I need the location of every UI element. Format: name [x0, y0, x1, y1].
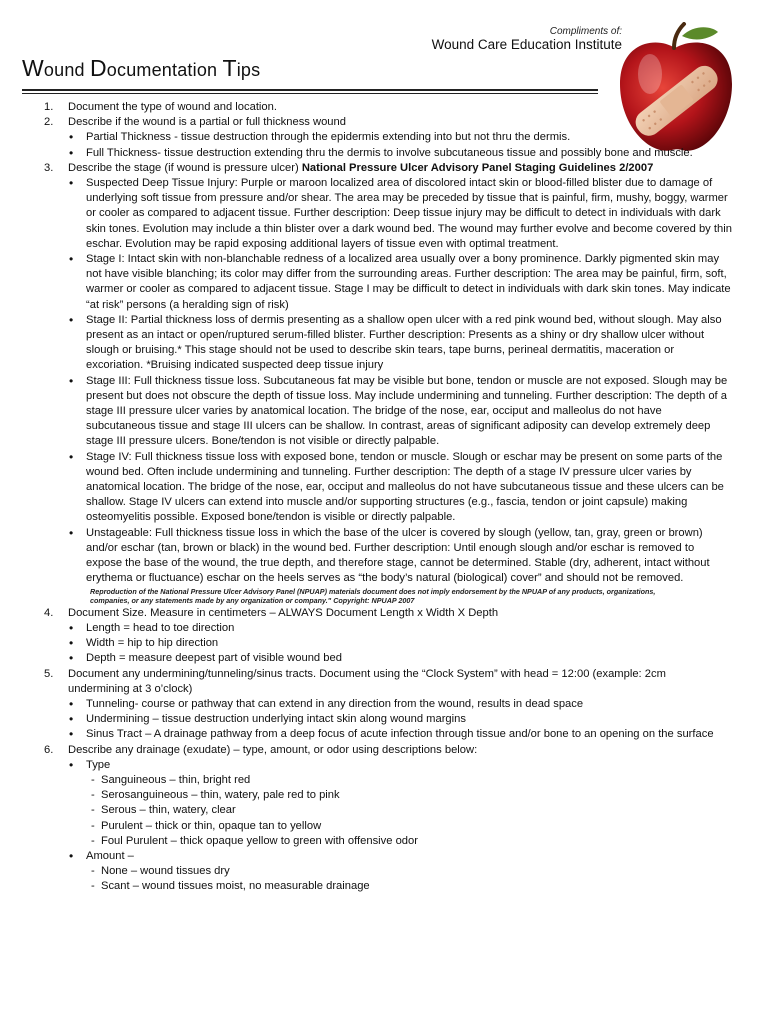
list-item: 2. Describe if the wound is a partial or full thickness wound — [44, 116, 346, 129]
bullet-item: • Full Thickness- tissue destruction extending thru the dermis to involve subcutaneous tissue and possibly bone and muscle. — [0, 146, 768, 161]
copyright-note: Reproduction of the National Pressure Ulcer Advisory Panel (NPUAP) materials document does not imply endorsement by the NPUAP of any products, organizations, companies, or any statements made by any organization or company." Copyright: NPUAP 2007 — [90, 586, 656, 606]
bullet-item: • Sinus Tract – A drainage pathway from a deep focus of acute infection through tissue and/or bone to an opening on the surface — [0, 727, 768, 742]
dash-item: - Serosanguineous – thin, watery, pale red to pink — [0, 788, 768, 803]
dash-item: - Purulent – thick or thin, opaque tan to yellow — [0, 819, 768, 834]
list-item: 6. Describe any drainage (exudate) – type, amount, or odor using descriptions below: — [44, 743, 478, 756]
dash-item: - Serous – thin, watery, clear — [0, 803, 768, 818]
dash-item: - Scant – wound tissues moist, no measurable drainage — [0, 879, 768, 894]
bullet-item: • Partial Thickness - tissue destruction through the epidermis extending into but not thru the dermis. — [0, 130, 768, 145]
document-header — [0, 0, 768, 100]
list-item: 3. Describe the stage (if wound is pressure ulcer) National Pressure Ulcer Advisory Panel Staging Guidelines 2/2007 — [44, 161, 654, 174]
institute-name: Wound Care Education Institute — [431, 37, 622, 52]
bullet-item: • Type — [0, 758, 768, 773]
bullet-item: • Unstageable: Full thickness tissue loss in which the base of the ulcer is covered by slough (yellow, tan, gray, green or brown) and/or eschar (tan, brown or black) in the wound bed. Further description: Until enough slough and/or eschar is removed to expose the base of the wound, the true depth, and therefore stage, cannot be determined. Stable (dry, adherent, intact without erythema or fluctuance) eschar on the heels serves as “the body’s natural (biological) cover” and should not be removed. — [0, 526, 768, 587]
npuap-reference: National Pressure Ulcer Advisory Panel Staging Guidelines 2/2007 — [301, 161, 654, 174]
compliments-text: Compliments of: — [549, 26, 622, 37]
list-item: 4. Document Size. Measure in centimeters – ALWAYS Document Length x Width X Depth — [44, 606, 499, 619]
bullet-item: • Width = hip to hip direction — [0, 636, 768, 651]
bullet-item: • Amount – — [0, 849, 768, 864]
list-item: 1. Document the type of wound and location. — [44, 101, 277, 113]
dash-item: - Sanguineous – thin, bright red — [0, 773, 768, 788]
page-title: Wound Documentation Tips — [22, 55, 261, 81]
title-rule — [22, 89, 598, 91]
bullet-item: • Suspected Deep Tissue Injury: Purple or maroon localized area of discolored intact skin or blood-filled blister due to damage of underlying soft tissue from pressure and/or shear. The area may be preceded by tissue that is painful, firm, mushy, boggy, warmer or cooler as compared to adjacent tissue. Further description: Deep tissue injury may be difficult to detect in individuals with dark skin tones. Evolution may include a thin blister over a dark wound bed. The wound may further evolve and become covered by thin eschar. Evolution may be rapid exposing additional layers of tissue even with optimal treatment. — [0, 176, 768, 252]
bullet-item: • Length = head to toe direction — [0, 621, 768, 636]
bullet-item: • Depth = measure deepest part of visible wound bed — [0, 651, 768, 666]
dash-item: - None – wound tissues dry — [0, 864, 768, 879]
bullet-item: • Stage IV: Full thickness tissue loss with exposed bone, tendon or muscle. Slough or eschar may be present on some parts of the wound bed. Often include undermining and tunneling. Further description: The depth of a stage IV pressure ulcer varies by anatomical location. The bridge of the nose, ear, occiput and malleolus do not have subcutaneous tissue and these ulcers can be shallow. Stage IV ulcers can extend into muscle and/or supporting structures (e.g., fascia, tendon or joint capsule) making osteomyelitis possible. Exposed bone/tendon is visible or directly palpable. — [0, 450, 768, 526]
list-item: 5. Document any undermining/tunneling/sinus tracts. Document using the “Clock System” with head = 12:00 (example: 2cm undermining at 3 o’clock) — [44, 667, 666, 695]
dash-item: - Foul Purulent – thick opaque yellow to green with offensive odor — [0, 834, 768, 849]
document-body — [0, 100, 768, 895]
bullet-item: • Stage I: Intact skin with non-blanchable redness of a localized area usually over a bony prominence. Darkly pigmented skin may not have visible blanching; its color may differ from the surrounding areas. Further description: The area may be painful, firm, soft, warmer or cooler as compared to adjacent tissue. Stage I may be difficult to detect in individuals with dark skin tones. May indicate “at risk” persons (a heralding sign of risk) — [0, 252, 768, 313]
bullet-item: • Undermining – tissue destruction underlying intact skin along wound margins — [0, 712, 768, 727]
bullet-item: • Tunneling- course or pathway that can extend in any direction from the wound, results in dead space — [0, 697, 768, 712]
title-rule-thin — [22, 93, 598, 94]
bullet-item: • Stage III: Full thickness tissue loss. Subcutaneous fat may be visible but bone, tendon or muscle are not exposed. Slough may be present but does not obscure the depth of tissue loss. May include undermining and tunneling. Further description: The depth of a stage III pressure ulcer varies by anatomical location. The bridge of the nose, ear, occiput and malleolus do not have subcutaneous tissue and stage III ulcers can be shallow. In contrast, areas of significant adiposity can develop extremely deep stage III pressure ulcers. Bone/tendon is not visible or directly palpable. — [0, 374, 768, 450]
bullet-item: • Stage II: Partial thickness loss of dermis presenting as a shallow open ulcer with a red pink wound bed, without slough. May also present as an intact or open/ruptured serum-filled blister. Further description: Presents as a shiny or dry shallow ulcer without slough or bruising.* This stage should not be used to describe skin tears, tape burns, perineal dermatitis, maceration or excoriation. *Bruising indicated suspected deep tissue injury — [0, 313, 768, 374]
